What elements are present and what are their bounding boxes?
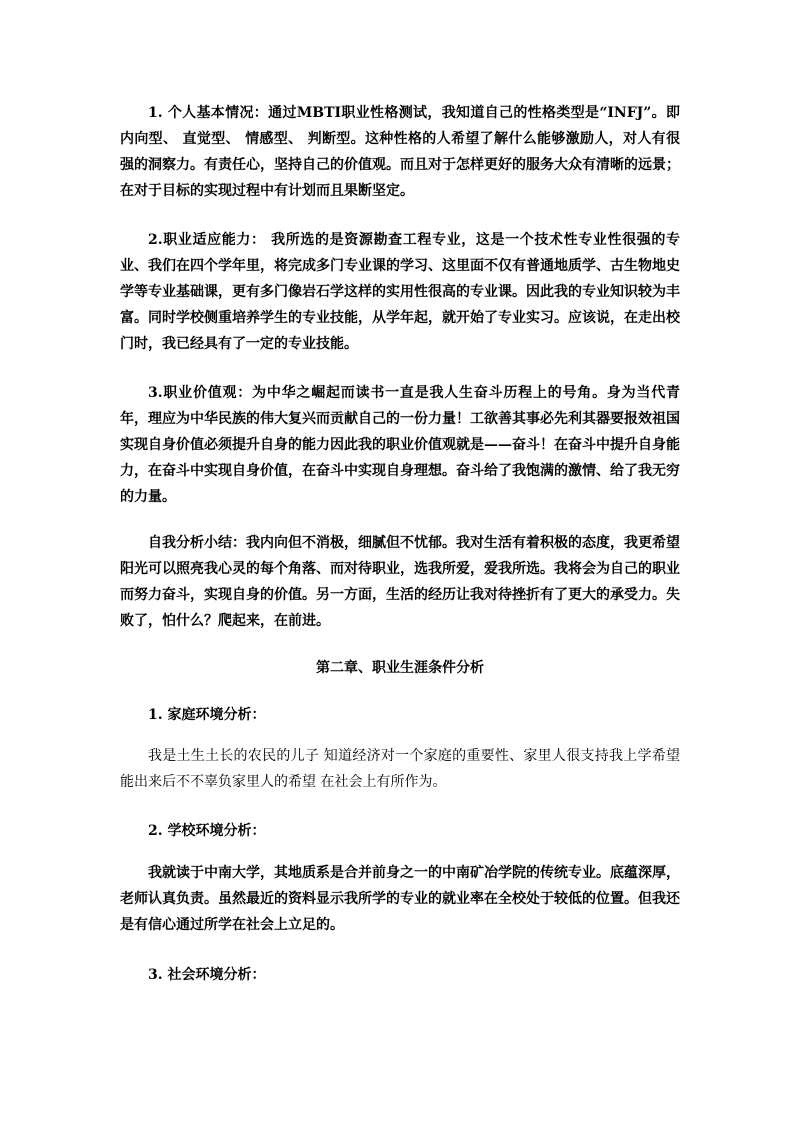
paragraph-career-values: 3.职业价值观：为中华之崛起而读书一直是我人生奋斗历程上的号角。身为当代青年，理应为中华民族的伟大复兴而贡献自己的一份力量！工欲善其事必先利其器要报效祖国实现自身价值必须提升自身的能力因此我的职业价值观就是——奋斗！在奋斗中提升自身能力，在奋斗中实现自身价值，在奋斗中实现自身理想。奋斗给了我饱满的激情、给了我无穷的力量。 — [120, 385, 680, 505]
school-environment-text: 我就读于中南大学，其地质系是合并前身之一的中南矿冶学院的传统专业。底蕴深厚，老师认真负责。虽然最近的资料显示我所学的专业的就业率在全校处于较低的位置。但我还是有信心通过所学在社会上立足的。 — [120, 865, 680, 933]
paragraph-personal-info: 1. 个人基本情况：通过MBTI职业性格测试，我知道自己的性格类型是“INFJ”。即内向型、 直觉型、 情感型、 判断型。这种性格的人希望了解什么能够激励人，对人有很强的洞察力。有责任心，坚持自己的价值观。而且对于怎样更好的服务大众有清晰的远景；在对于目标的实现过程中有计划而且果断坚定。 — [120, 105, 680, 199]
family-environment-text: 我是土生土长的农民的儿子 知道经济对一个家庭的重要性、家里人很支持我上学希望能出来后不不辜负家里人的希望 在社会上有所作为。 — [120, 748, 680, 790]
paragraph-career-adaptability: 2.职业适应能力： 我所选的是资源勘查工程专业，这是一个技术性专业性很强的专业、我们在四个学年里，将完成多门专业课的学习、这里面不仅有普通地质学、古生物地史学等专业基础课，更有多门像岩石学这样的实用性很高的专业课。因此我的专业知识较为丰富。同时学校侧重培养学生的专业技能，从学年起，就开始了专业实习。应该说，在走出校门时，我已经具有了一定的专业技能。 — [120, 232, 680, 352]
society-environment-heading: 3. 社会环境分析： — [148, 967, 266, 983]
family-environment-heading: 1. 家庭环境分析： — [148, 707, 266, 723]
paragraph-self-analysis-summary: 自我分析小结：我内向但不消极，细腻但不忧郁。我对生活有着积极的态度，我更希望阳光可以照亮我心灵的每个角落、而对待职业，选我所爱，爱我所选。我将会为自己的职业而努力奋斗，实现自身的价值。另一方面，生活的经历让我对待挫折有了更大的承受力。失败了，怕什么？爬起来，在前进。 — [120, 535, 680, 629]
school-environment-heading: 2. 学校环境分析： — [148, 823, 266, 839]
chapter-title: 第二章、职业生涯条件分析 — [316, 660, 484, 676]
